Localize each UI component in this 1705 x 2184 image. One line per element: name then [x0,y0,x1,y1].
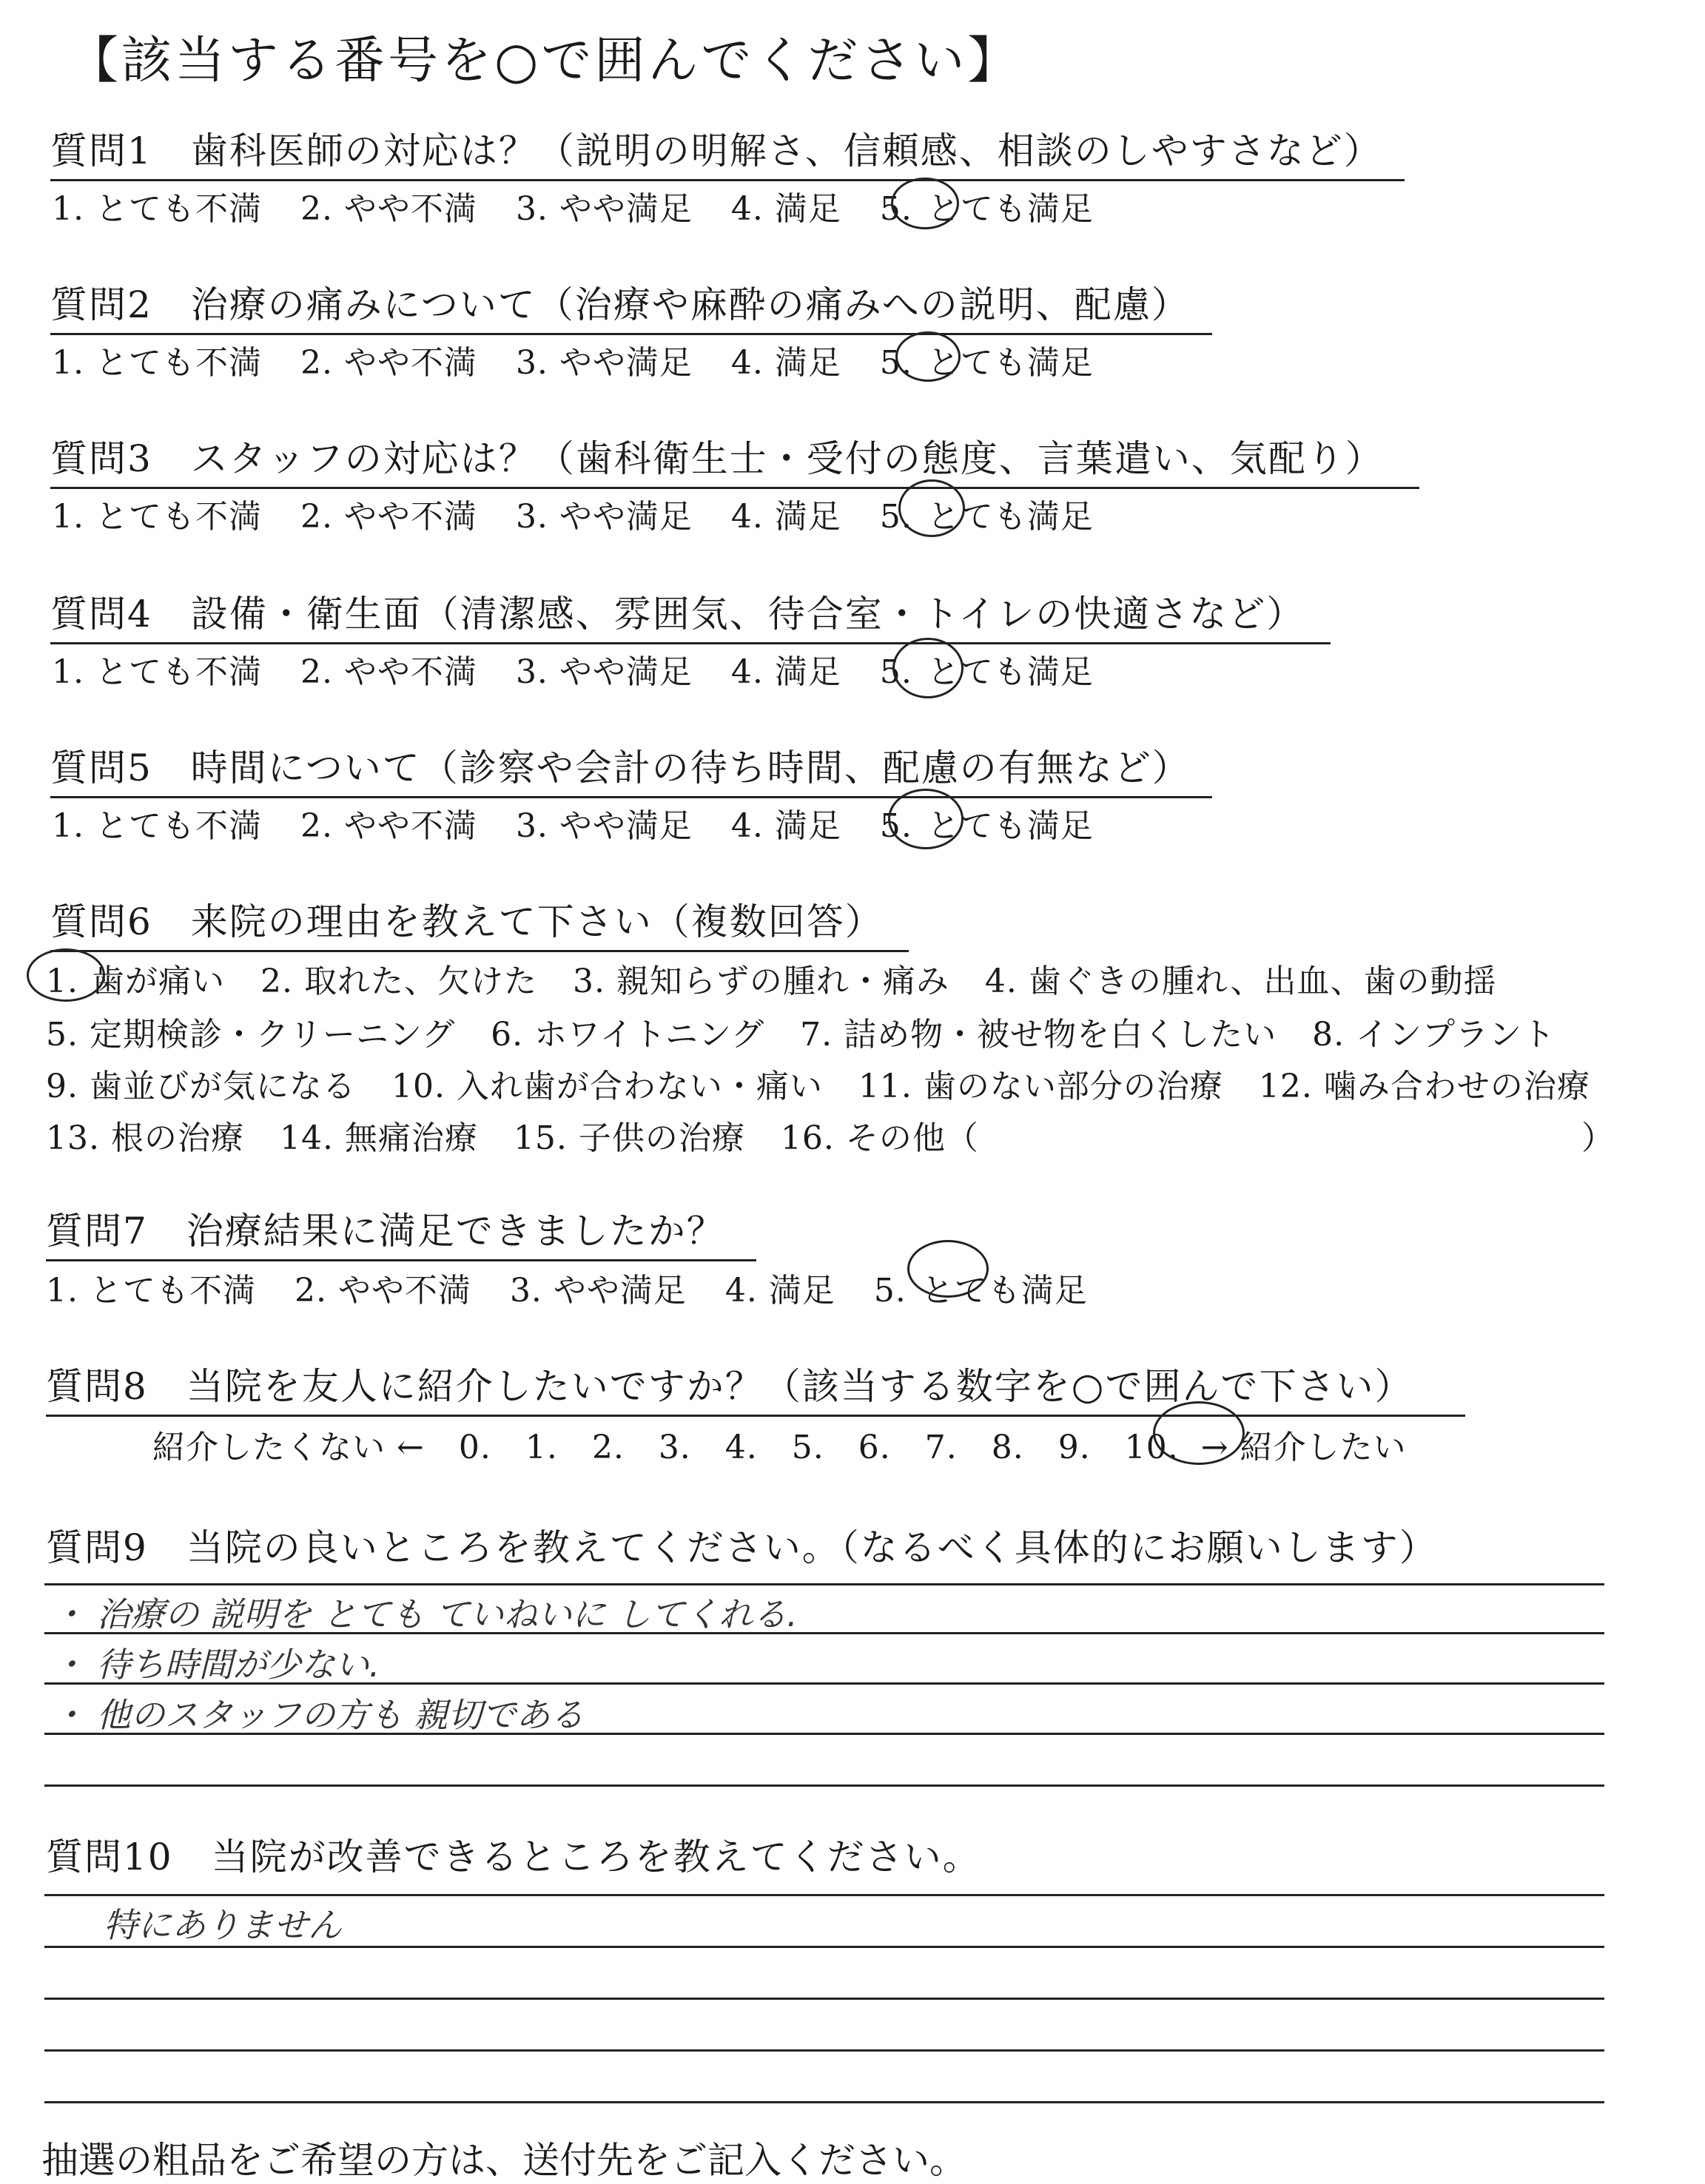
q10-line-3 [44,1998,1604,2000]
q9-line-1 [44,1583,1604,1585]
option-3[interactable]: 3. やや満足 [515,653,693,691]
option-4[interactable]: 4. 満足 [730,498,841,536]
option-2[interactable]: 2. やや不満 [300,653,477,691]
q4-answer-circle [892,638,964,698]
q8-option-6[interactable]: 6. [858,1429,891,1466]
q9-line-5 [44,1784,1604,1787]
option-1[interactable]: 1. とても不満 [46,1272,256,1310]
q6-option-5[interactable]: 5. 定期検診・クリーニング [46,1016,456,1054]
q6-option-2[interactable]: 2. 取れた、欠けた [260,963,537,1000]
q6-option-7[interactable]: 7. 詰め物・被せ物を白くしたい [800,1016,1277,1054]
q8-right-label: → 紹介したい [1200,1429,1407,1466]
q9-answer-2[interactable]: ・ 待ち時間が少ない. [52,1645,380,1685]
q6-row-2 [46,1008,1556,1055]
q8-option-5[interactable]: 5. [791,1429,824,1466]
page-title: 【該当する番号を○で囲んでください】 [68,32,1021,90]
option-5[interactable]: 5. [879,344,912,382]
option-5[interactable]: 5. [879,190,912,228]
option-3[interactable]: 3. やや満足 [515,807,693,845]
option-5-label: とても満足 [927,344,1094,382]
q7-heading: 質問7 治療結果に満足できましたか？ [46,1201,756,1261]
q9-heading: 質問9 当院の良いところを教えてください。（なるべく具体的にお願いします） [46,1526,1438,1569]
q3-answer-circle [898,479,965,537]
option-4[interactable]: 4. 満足 [730,190,841,228]
q9-answer-1[interactable]: ・ 治療の 説明を とても ていねいに してくれる. [52,1594,798,1634]
q7-answer-circle [907,1240,989,1298]
option-5-label: とても満足 [927,653,1094,691]
option-2[interactable]: 2. やや不満 [300,344,477,382]
option-5-label: とても満足 [927,190,1094,228]
q10-line-1 [44,1894,1604,1896]
q6-option-15[interactable]: 15. 子供の治療 [513,1119,745,1157]
q6-row-1 [46,954,1497,1002]
q1-heading: 質問1 歯科医師の対応は？（説明の明解さ、信頼感、相談のしやすさなど） [50,121,1405,181]
option-5-label: とても満足 [927,807,1094,845]
q8-option-0[interactable]: 0. [458,1429,491,1466]
option-3[interactable]: 3. やや満足 [509,1272,687,1310]
q6-option-10[interactable]: 10. 入れ歯が合わない・痛い [391,1068,823,1105]
option-5[interactable]: 5. [879,807,912,845]
q1-answer-circle [891,178,959,229]
q8-heading: 質問8 当院を友人に紹介したいですか？（該当する数字を○で囲んで下さい） [46,1357,1465,1417]
option-1[interactable]: 1. とても不満 [52,807,262,845]
q8-option-2[interactable]: 2. [591,1429,625,1466]
option-1[interactable]: 1. とても不満 [52,344,262,382]
q6-option-14[interactable]: 14. 無痛治療 [279,1119,478,1157]
q10-answer-1[interactable]: 特にありません [104,1905,342,1945]
option-5[interactable]: 5. [879,498,912,536]
option-3[interactable]: 3. やや満足 [515,344,693,382]
q6-other-close-paren: ） [1581,1119,1615,1157]
option-2[interactable]: 2. やや不満 [294,1272,471,1310]
footer-note: 抽選の粗品をご希望の方は、送付先をご記入ください。 [41,2139,966,2182]
q6-answer-circle [27,948,105,1002]
option-4[interactable]: 4. 満足 [730,653,841,691]
option-5-label: とても満足 [921,1272,1088,1310]
q2-heading: 質問2 治療の痛みについて（治療や麻酔の痛みへの説明、配慮） [50,275,1212,335]
q6-option-3[interactable]: 3. 親知らずの腫れ・痛み [572,963,949,1000]
option-4[interactable]: 4. 満足 [724,1272,835,1310]
option-1[interactable]: 1. とても不満 [52,498,262,536]
q8-option-3[interactable]: 3. [658,1429,691,1466]
q2-answer-circle [895,331,961,382]
option-4[interactable]: 4. 満足 [730,807,841,845]
option-2[interactable]: 2. やや不満 [300,807,477,845]
q8-option-8[interactable]: 8. [991,1429,1024,1466]
q6-row-3 [46,1059,1590,1107]
q6-option-4[interactable]: 4. 歯ぐきの腫れ、出血、歯の動揺 [984,963,1497,1000]
q6-row-4 [46,1111,1615,1159]
q5-heading: 質問5 時間について（診察や会計の待ち時間、配慮の有無など） [50,738,1212,798]
q8-option-4[interactable]: 4. [724,1429,758,1466]
q8-option-1[interactable]: 1. [525,1429,558,1466]
option-5[interactable]: 5. [873,1272,907,1310]
q6-option-1-label: 歯が痛い [91,963,225,1000]
option-5[interactable]: 5. [879,653,912,691]
q8-left-label: 紹介したくない ← [152,1429,425,1466]
q6-option-16[interactable]: 16. その他（ [780,1119,979,1157]
q8-option-9[interactable]: 9. [1057,1429,1091,1466]
option-1[interactable]: 1. とても不満 [52,653,262,691]
q4-heading: 質問4 設備・衛生面（清潔感、雰囲気、待合室・トイレの快適さなど） [50,584,1331,644]
option-3[interactable]: 3. やや満足 [515,190,693,228]
q5-answer-circle [888,789,964,849]
q6-option-13[interactable]: 13. 根の治療 [46,1119,244,1157]
q10-line-4 [44,2049,1604,2052]
q8-option-7[interactable]: 7. [924,1429,958,1466]
q6-option-6[interactable]: 6. ホワイトニング [491,1016,765,1054]
option-4[interactable]: 4. 満足 [730,344,841,382]
q6-option-12[interactable]: 12. 噛み合わせの治療 [1258,1068,1590,1105]
q3-heading: 質問3 スタッフの対応は？（歯科衛生士・受付の態度、言葉遣い、気配り） [50,429,1419,489]
q6-option-9[interactable]: 9. 歯並びが気になる [46,1068,356,1105]
option-3[interactable]: 3. やや満足 [515,498,693,536]
option-1[interactable]: 1. とても不満 [52,190,262,228]
q10-heading: 質問10 当院が改善できるところを教えてください。 [46,1836,981,1878]
q9-answer-3[interactable]: ・ 他のスタッフの方も 親切である [52,1695,585,1735]
q6-option-11[interactable]: 11. 歯のない部分の治療 [858,1068,1223,1105]
option-5-label: とても満足 [927,498,1094,536]
q6-option-8[interactable]: 8. インプラント [1312,1016,1556,1054]
q6-heading: 質問6 来院の理由を教えて下さい（複数回答） [50,892,909,952]
q6-option-1[interactable]: 1. [46,963,78,1000]
option-2[interactable]: 2. やや不満 [300,190,477,228]
q8-answer-circle [1153,1401,1245,1465]
q10-line-5 [44,2101,1604,2103]
option-2[interactable]: 2. やや不満 [300,498,477,536]
q8-option-10[interactable]: 10. [1124,1429,1179,1466]
